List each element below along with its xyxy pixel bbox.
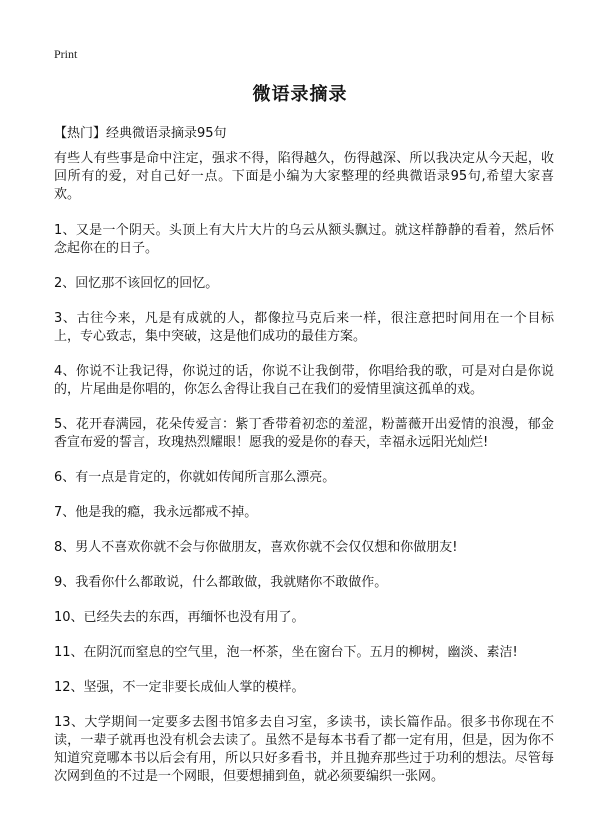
list-item: 7、他是我的瘾，我永远都戒不掉。 [54,505,258,520]
list-item: 3、古往今来，凡是有成就的人，都像拉马克后来一样，很注意把时间用在一个目标上，专心致志，集中突破，这是他们成功的最佳方案。 [54,311,554,344]
list-item: 10、已经失去的东西，再缅怀也没有用了。 [54,610,305,625]
list-item: 11、在阴沉而窒息的空气里，泡一杯茶，坐在窗台下。五月的柳树，幽淡、素洁! [54,645,518,660]
list-item: 8、男人不喜欢你就不会与你做朋友，喜欢你就不会仅仅想和你做朋友! [54,540,458,555]
intro-paragraph: 有些人有些事是命中注定，强求不得，陷得越久，伤得越深、所以我决定从今天起，收回所有的爱，对自己好一点。下面是小编为大家整理的经典微语录95句,希望大家喜欢。 [54,151,554,202]
list-item: 9、我看你什么都敢说，什么都敢做，我就赌你不敢做作。 [54,575,388,590]
list-item: 5、花开春满园，花朵传爱言：紫丁香带着初恋的羞涩，粉蔷薇开出爱情的浪漫，郁金香宣布爱的誓言，玫瑰热烈耀眼！愿我的爱是你的春天，幸福永远阳光灿烂! [54,417,554,450]
list-item: 4、你说不让我记得，你说过的话，你说不让我倒带，你唱给我的歌，可是对白是你说的，片尾曲是你唱的，你怎么舍得让我自己在我们的爱情里演这孤单的戏。 [54,364,554,397]
article-body [54,150,554,803]
list-item: 12、坚强，不一定非要长成仙人掌的模样。 [54,680,305,695]
list-item: 6、有一点是肯定的，你就如传闻所言那么漂亮。 [54,470,336,485]
print-label: Print [54,47,78,61]
subtitle: 【热门】经典微语录摘录95句 [54,126,227,141]
list-item: 2、回忆那不该回忆的回忆。 [54,276,219,291]
list-item: 13、大学期间一定要多去图书馆多去自习室，多读书，读长篇作品。很多书你现在不读，一辈子就再也没有机会去读了。虽然不是每本书看了都一定有用，但是，因为你不知道究竟哪本书以后会有用，所以只好多看书，并且抛弃那些过于功利的想法。尽管每次网到鱼的不过是一个网眼，但要想捕到鱼，就必须要编织一张网。 [54,715,554,784]
page-title: 微语录摘录 [252,84,348,105]
list-item: 1、又是一个阴天。头顶上有大片大片的乌云从额头飘过。就这样静静的看着，然后怀念起你在的日子。 [54,223,554,256]
